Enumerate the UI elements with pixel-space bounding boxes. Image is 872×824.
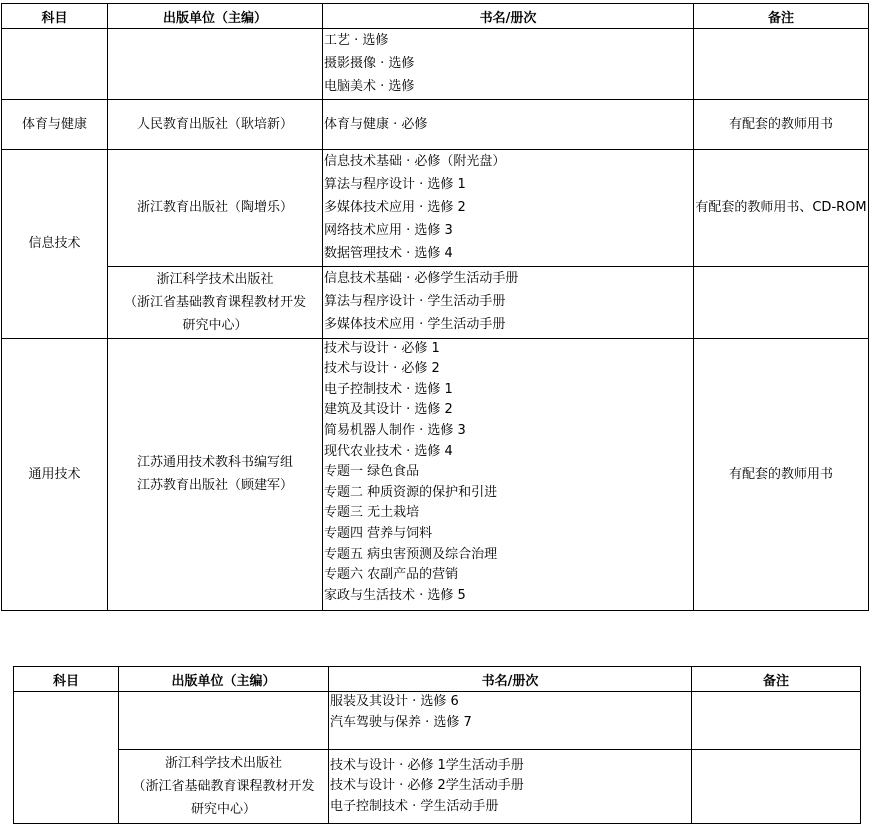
book-item: 专题二 种质资源的保护和引进: [324, 484, 498, 500]
header-books: 书名/册次: [329, 667, 692, 692]
publisher-cell: [119, 692, 329, 750]
subject-cell: [2, 29, 108, 100]
book-item: 电子控制技术 · 选修 1: [324, 381, 453, 397]
publisher-line: 江苏通用技术教科书编写组: [136, 455, 293, 471]
book-item: 信息技术基础 · 必修学生活动手册: [324, 270, 519, 286]
table-row: [2, 29, 869, 100]
header-books: 书名/册次: [323, 4, 694, 29]
book-item: 工艺 · 选修: [324, 33, 389, 48]
publisher-cell: [119, 750, 329, 824]
notes-cell: [692, 692, 861, 750]
notes-cell: 有配套的教师用书: [694, 99, 869, 149]
notes-cell: [694, 266, 869, 338]
publisher-cell: 浙江教育出版社（陶增乐）: [108, 149, 323, 266]
book-item: 数据管理技术 · 选修 4: [324, 246, 453, 262]
book-item: 多媒体技术应用 · 学生活动手册: [324, 317, 506, 333]
book-item: 体育与健康 · 必修: [324, 116, 428, 132]
publisher-line: 浙江科学技术出版社: [164, 756, 282, 771]
book-item: 技术与设计 · 必修 2学生活动手册: [330, 778, 524, 794]
notes-cell: [692, 750, 861, 824]
publisher-line: （浙江省基础教育课程教材开发: [132, 779, 315, 794]
table-row: [14, 692, 861, 750]
books-cell: [329, 692, 692, 750]
subject-cell: 通用技术: [2, 338, 108, 610]
book-item: 多媒体技术应用 · 选修 2: [324, 200, 466, 216]
book-item: 家政与生活技术 · 选修 5: [324, 587, 466, 603]
book-item: 现代农业技术 · 选修 4: [324, 443, 453, 459]
publisher-line: 研究中心）: [190, 802, 256, 817]
publisher-line: 江苏教育出版社（顾建军）: [136, 478, 293, 494]
notes-cell: 有配套的教师用书: [694, 338, 869, 610]
publisher-cell: [108, 29, 323, 100]
publisher-cell: 人民教育出版社（耿培新）: [108, 99, 323, 149]
book-item: 算法与程序设计 · 选修 1: [324, 176, 466, 192]
header-row: [14, 667, 861, 692]
publisher-line: 研究中心）: [182, 317, 248, 333]
publisher-cell: [108, 338, 323, 610]
book-item: 简易机器人制作 · 选修 3: [324, 423, 466, 438]
header-notes: 备注: [694, 4, 869, 29]
publisher-line: （浙江省基础教育课程教材开发: [123, 294, 306, 310]
header-notes: 备注: [692, 667, 861, 692]
table-row: [2, 266, 869, 338]
book-item: 专题四 营养与饲料: [324, 525, 433, 541]
books-cell: [323, 29, 694, 100]
table-row: [2, 99, 869, 149]
textbook-table-1: [1, 3, 869, 611]
book-item: 专题五 病虫害预测及综合治理: [324, 546, 498, 562]
book-item: 汽车驾驶与保养 · 选修 7: [330, 714, 472, 730]
book-item: 算法与程序设计 · 学生活动手册: [324, 293, 506, 309]
textbook-table-2: [13, 666, 861, 824]
publisher-line: 浙江科学技术出版社: [156, 271, 274, 287]
books-cell: [323, 149, 694, 266]
table-row: [14, 750, 861, 824]
book-item: 技术与设计 · 必修 2: [324, 361, 440, 377]
publisher-cell: [108, 266, 323, 338]
books-cell: [323, 266, 694, 338]
notes-cell: 有配套的教师用书、CD-ROM: [694, 149, 869, 266]
books-cell: [329, 750, 692, 824]
book-item: 专题三 无土栽培: [324, 505, 420, 521]
book-item: 建筑及其设计 · 选修 2: [324, 402, 453, 418]
book-item: 摄影摄像 · 选修: [324, 56, 415, 72]
subject-cell: [14, 692, 119, 824]
notes-cell: [694, 29, 869, 100]
header-publisher: 出版单位（主编）: [119, 667, 329, 692]
subject-cell: 体育与健康: [2, 99, 108, 149]
book-item: 专题六 农副产品的营销: [324, 567, 459, 583]
book-item: 服装及其设计 · 选修 6: [330, 694, 459, 709]
book-item: 网络技术应用 · 选修 3: [324, 223, 453, 239]
table-row: [2, 149, 869, 266]
book-item: 技术与设计 · 必修 1: [324, 340, 440, 356]
book-item: 电子控制技术 · 学生活动手册: [330, 798, 499, 814]
books-cell: [323, 99, 694, 149]
subject-cell: 信息技术: [2, 149, 108, 338]
header-subject: 科目: [2, 4, 108, 29]
table-row: [2, 338, 869, 610]
book-item: 电脑美术 · 选修: [324, 79, 415, 95]
header-publisher: 出版单位（主编）: [108, 4, 323, 29]
book-item: 技术与设计 · 必修 1学生活动手册: [330, 757, 524, 773]
book-item: 信息技术基础 · 必修（附光盘）: [324, 153, 506, 169]
header-subject: 科目: [14, 667, 119, 692]
books-cell: [323, 338, 694, 610]
book-item: 专题一 绿色食品: [324, 464, 420, 480]
header-row: [2, 4, 869, 29]
